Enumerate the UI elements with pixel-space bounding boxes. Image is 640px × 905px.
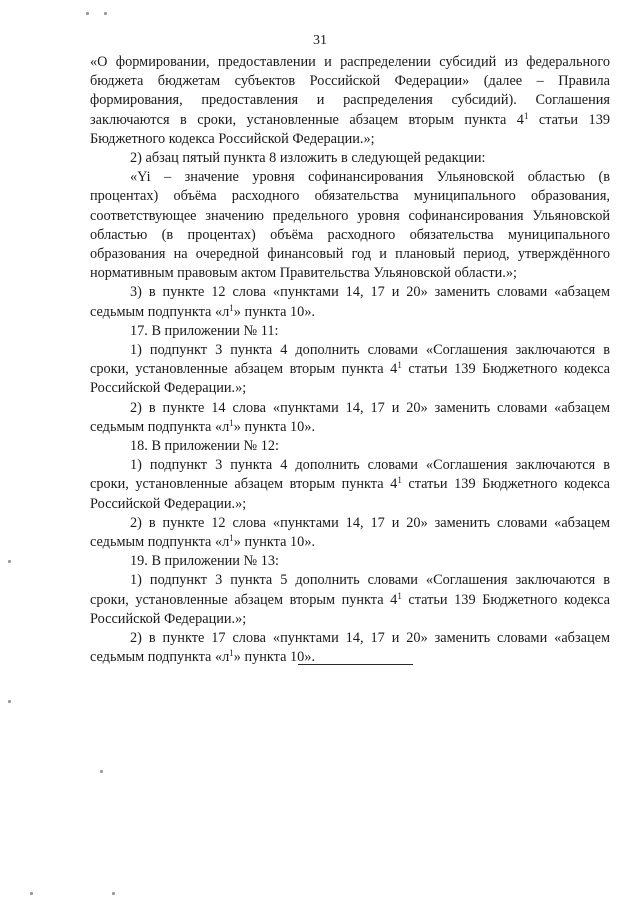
- text-segment: » пункта 10».: [233, 303, 316, 320]
- text-segment: 2) абзац пятый пункта 8 изложить в следующей редакции:: [130, 150, 486, 167]
- text-segment: 18. В приложении № 12:: [130, 438, 279, 455]
- text-segment: » пункта 10».: [233, 534, 316, 551]
- paragraph: [90, 552, 610, 571]
- text-segment: «Yi – значение уровня софинансирования Ульяновской областью (в процентах) объёма расходного обязательства муниципального образования, соответствующее значению предельного уровня софинансирования Ульяновской областью (в процентах) объёма расходного обязательства муниципального образования на очередной финансовый год и плановый период, утверждённого нормативным правовым актом Правительства Ульяновской области.»;: [90, 169, 610, 282]
- paragraph: [90, 283, 610, 321]
- superscript: 1: [397, 590, 402, 601]
- paragraph: [90, 399, 610, 437]
- paragraph: [90, 149, 610, 168]
- paragraph: [90, 168, 610, 283]
- scan-mark: [8, 560, 11, 563]
- superscript: 1: [229, 648, 234, 659]
- paragraph: [90, 514, 610, 552]
- text-segment: статьи 139 Бюджетного кодекса Российской Федерации.»;: [90, 591, 610, 627]
- scan-mark: [86, 12, 89, 15]
- scan-mark: [100, 770, 103, 773]
- text-segment: 2) в пункте 17 слова «пунктами 14, 17 и 20» заменить словами «абзацем седьмым подпункта «л: [90, 630, 610, 666]
- page-number: 31: [313, 33, 327, 48]
- paragraph: [90, 53, 610, 149]
- text-segment: » пункта 10».: [233, 418, 316, 435]
- superscript: 1: [229, 302, 234, 313]
- document-body: [90, 53, 610, 668]
- superscript: 1: [397, 360, 402, 371]
- text-segment: 1) подпункт 3 пункта 5 дополнить словами «Соглашения заключаются в сроки, установленные абзацем вторым пункта 4: [90, 572, 610, 608]
- paragraph: [90, 341, 610, 399]
- scan-mark: [104, 12, 107, 15]
- paragraph: [90, 571, 610, 629]
- paragraph: [90, 456, 610, 514]
- text-segment: статьи 139 Бюджетного кодекса Российской Федерации.»;: [90, 361, 610, 397]
- scan-mark: [30, 892, 33, 895]
- superscript: 1: [229, 533, 234, 544]
- text-segment: » пункта 10».: [233, 649, 316, 666]
- text-segment: «О формировании, предоставлении и распределении субсидий из федерального бюджета бюджетам субъектов Российской Федерации» (далее – Правила формирования, предоставления и распределения субсидий). Соглашения заключаются в сроки, установленные абзацем вторым пункта 4: [90, 54, 610, 128]
- text-segment: 19. В приложении № 13:: [130, 553, 279, 570]
- scan-mark: [8, 700, 11, 703]
- text-segment: 1) подпункт 3 пункта 4 дополнить словами «Соглашения заключаются в сроки, установленные абзацем вторым пункта 4: [90, 457, 610, 493]
- text-segment: 1) подпункт 3 пункта 4 дополнить словами «Соглашения заключаются в сроки, установленные абзацем вторым пункта 4: [90, 342, 610, 378]
- closing-rule: [298, 664, 413, 665]
- scan-mark: [112, 892, 115, 895]
- text-segment: 17. В приложении № 11:: [130, 322, 279, 339]
- text-segment: 2) в пункте 14 слова «пунктами 14, 17 и 20» заменить словами «абзацем седьмым подпункта «л: [90, 399, 610, 435]
- text-segment: статьи 139 Бюджетного кодекса Российской Федерации.»;: [90, 111, 610, 147]
- superscript: 1: [229, 417, 234, 428]
- text-segment: 3) в пункте 12 слова «пунктами 14, 17 и 20» заменить словами «абзацем седьмым подпункта «л: [90, 284, 610, 320]
- superscript: 1: [397, 475, 402, 486]
- superscript: 1: [523, 110, 529, 121]
- paragraph: [90, 629, 610, 667]
- paragraph: [90, 322, 610, 341]
- text-segment: статьи 139 Бюджетного кодекса Российской Федерации.»;: [90, 476, 610, 512]
- text-segment: 2) в пункте 12 слова «пунктами 14, 17 и 20» заменить словами «абзацем седьмым подпункта «л: [90, 514, 610, 551]
- paragraph: [90, 437, 610, 456]
